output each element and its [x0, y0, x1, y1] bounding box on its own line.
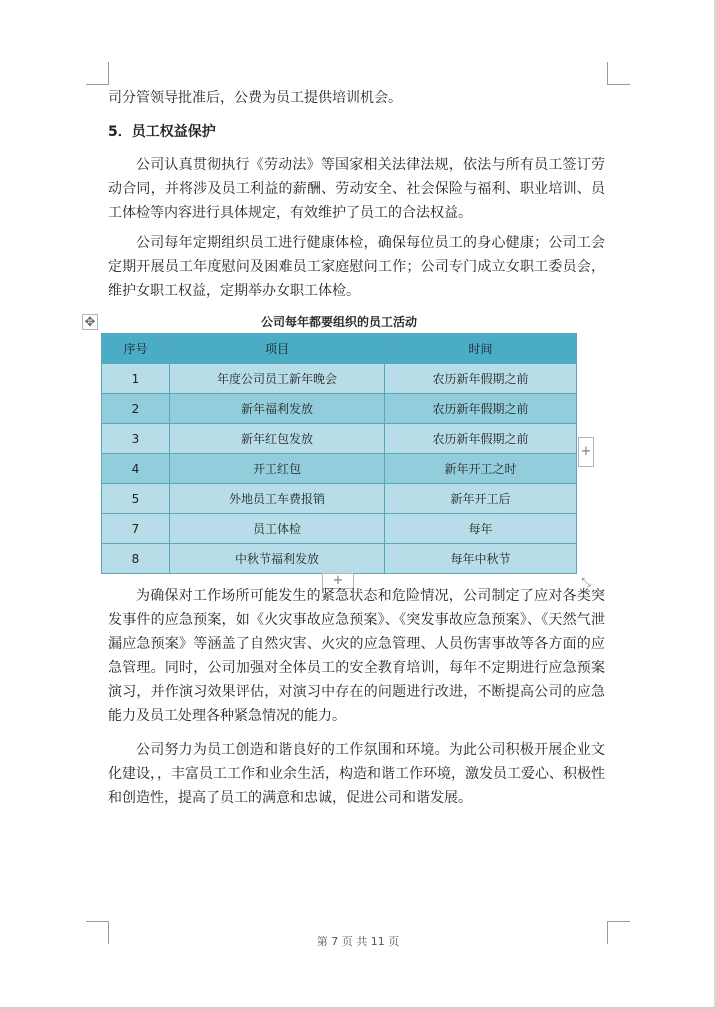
table-row [102, 484, 577, 514]
cell-number: 1 [102, 364, 170, 394]
cell-item: 开工红包 [170, 454, 385, 484]
cell-number: 8 [102, 544, 170, 574]
margin-corner-top-right [607, 62, 630, 85]
employee-activities-table [101, 333, 577, 574]
cell-item: 新年福利发放 [170, 394, 385, 424]
table-move-handle[interactable]: ✥ [82, 314, 98, 330]
header-item: 项目 [170, 334, 385, 364]
cell-item: 年度公司员工新年晚会 [170, 364, 385, 394]
margin-corner-top-left [86, 62, 109, 85]
table-row [102, 364, 577, 394]
page-number-footer: 第 7 页 共 11 页 [316, 935, 400, 948]
add-row-button[interactable]: + [322, 573, 354, 589]
cell-number: 2 [102, 394, 170, 424]
cell-time: 新年开工后 [385, 484, 577, 514]
cell-number: 4 [102, 454, 170, 484]
cell-item: 员工体检 [170, 514, 385, 544]
table-row [102, 424, 577, 454]
cell-number: 3 [102, 424, 170, 454]
cell-time: 农历新年假期之前 [385, 424, 577, 454]
add-column-button[interactable]: + [578, 437, 594, 467]
cell-item: 中秋节福利发放 [170, 544, 385, 574]
table-row [102, 454, 577, 484]
paragraph-emergency-plan: 为确保对工作场所可能发生的紧急状态和危险情况，公司制定了应对各类突发事件的应急预案，如《火灾事故应急预案》、《突发事故应急预案》、《天然气泄漏应急预案》等涵盖了自然灾害、火灾的应急管理、人员伤害事故等各方面的应急管理。同时，公司加强对全体员工的安全教育培训，每年不定期进行应急预案演习，并作演习效果评估，对演习中存在的问题进行改进，不断提高公司的应急能力及员工处理各种紧急情况的能力。 [108, 588, 605, 724]
header-time: 时间 [385, 334, 577, 364]
table-row [102, 394, 577, 424]
cell-item: 外地员工车费报销 [170, 484, 385, 514]
table-row [102, 514, 577, 544]
table-row [102, 544, 577, 574]
paragraph-training: 司分管领导批准后，公费为员工提供培训机会。 [108, 90, 402, 106]
cell-number: 7 [102, 514, 170, 544]
cell-time: 新年开工之时 [385, 454, 577, 484]
paragraph-health-checkup: 公司每年定期组织员工进行健康体检，确保每位员工的身心健康；公司工会定期开展员工年度慰问及困难员工家庭慰问工作；公司专门成立女职工委员会，维护女职工权益，定期举办女职工体检。 [108, 235, 605, 299]
cell-time: 农历新年假期之前 [385, 394, 577, 424]
cell-time: 每年 [385, 514, 577, 544]
table-header-row [102, 334, 577, 364]
cell-time: 每年中秋节 [385, 544, 577, 574]
paragraph-labor-law: 公司认真贯彻执行《劳动法》等国家相关法律法规，依法与所有员工签订劳动合同，并将涉及员工利益的薪酬、劳动安全、社会保险与福利、职业培训、员工体检等内容进行具体规定，有效维护了员工的合法权益。 [108, 157, 605, 221]
table-resize-handle[interactable]: ⤡ [581, 575, 591, 589]
table-caption: 公司每年都要组织的员工活动 [260, 315, 417, 329]
header-number: 序号 [102, 334, 170, 364]
section-heading-employee-rights: 5．员工权益保护 [108, 124, 216, 140]
cell-number: 5 [102, 484, 170, 514]
cell-time: 农历新年假期之前 [385, 364, 577, 394]
cell-item: 新年红包发放 [170, 424, 385, 454]
paragraph-work-environment: 公司努力为员工创造和谐良好的工作氛围和环境。为此公司积极开展企业文化建设，，丰富员工工作和业余生活，构造和谐工作环境，激发员工爱心、积极性和创造性，提高了员工的满意和忠诚，促进公司和谐发展。 [108, 742, 605, 806]
